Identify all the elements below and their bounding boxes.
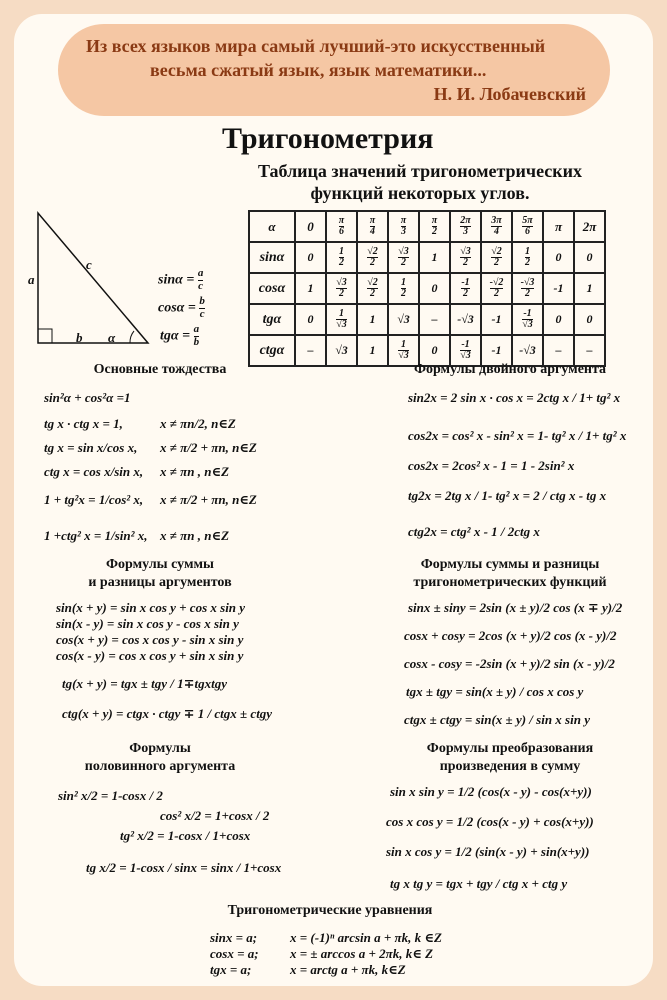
table-cell: 0	[574, 242, 605, 273]
table-cell: -1	[543, 273, 574, 304]
identity-line: ctg x = cos x/sin x,	[44, 464, 144, 479]
table-cell: –	[295, 335, 326, 366]
sum-args-formula: cos(x - y) = cos x cos y + sin x sin y	[56, 648, 244, 663]
table-cell: $\frac{√2}{2}$	[481, 242, 512, 273]
equation-solution: x = (-1)ⁿ arcsin a + πk, k ∈Z	[290, 930, 442, 945]
half-formula: tg x/2 = 1-cosx / sinx = sinx / 1+cosx	[86, 860, 282, 875]
table-cell: –	[543, 335, 574, 366]
table-row-header: α	[249, 211, 295, 242]
sum-funcs-formula: cosx + cosy = 2cos (x + y)/2 cos (x - y)/2	[404, 628, 617, 643]
identity-line: sin²α + cos²α =1	[44, 390, 131, 405]
side-b-label: b	[76, 330, 83, 345]
sum-args-formula: tg(x + y) = tgx ± tgy / 1∓tgxtgy	[62, 676, 227, 691]
table-cell: $\frac{-√3}{2}$	[512, 273, 543, 304]
equation-left: cosx = a;	[210, 946, 259, 961]
table-row-header: cosα	[249, 273, 295, 304]
angle-arc	[130, 331, 134, 343]
quote-author: Н. И. Лобачевский	[433, 84, 586, 104]
table-cell: $\frac{√3}{2}$	[450, 242, 481, 273]
side-c-label: c	[86, 257, 92, 272]
table-cell: $\frac{√3}{2}$	[326, 273, 357, 304]
table-cell: -√3	[512, 335, 543, 366]
identity-line: 1 + tg²x = 1/cos² x,	[44, 492, 144, 507]
quote-line-1: Из всех языков мира самый лучший-это искусственный	[86, 36, 546, 56]
cos-definition: cosα = $\frac{b}{c}$	[158, 295, 205, 320]
table-cell: –	[574, 335, 605, 366]
table-cell: $\frac{1}{2}$	[512, 242, 543, 273]
right-angle-mark	[38, 329, 52, 343]
table-cell: $\frac{1}{2}$	[388, 273, 419, 304]
double-formula: cos2x = cos² x - sin² x = 1- tg² x / 1+ tg² x	[408, 428, 627, 443]
table-cell: 0	[295, 242, 326, 273]
table-cell: √3	[388, 304, 419, 335]
table-cell: 2π	[574, 211, 605, 242]
table-cell: -1	[481, 335, 512, 366]
table-cell: 1	[419, 242, 450, 273]
side-a-label: a	[28, 272, 35, 287]
table-cell: $\frac{1}{√3}$	[388, 335, 419, 366]
table-cell: $\frac{-1}{√3}$	[450, 335, 481, 366]
sum-args-formula: cos(x + y) = cos x cos y - sin x sin y	[56, 632, 244, 647]
sum-args-formula: sin(x + y) = sin x cos y + cos x sin y	[56, 600, 246, 615]
identity-condition: x ≠ πn , n∈Z	[160, 528, 230, 543]
table-cell: 0	[295, 211, 326, 242]
identity-condition: x ≠ πn , n∈Z	[160, 464, 230, 479]
quote-line-2: весьма сжатый язык, язык математики...	[150, 60, 487, 80]
product-formula: tg x tg y = tgx + tgy / ctg x + ctg y	[390, 876, 568, 891]
sum-funcs-formula: tgx ± tgy = sin(x ± y) / cos x cos y	[406, 684, 584, 699]
equation-left: sinx = a;	[210, 930, 258, 945]
identity-condition: x ≠ π/2 + πn, n∈Z	[160, 492, 257, 507]
angle-label: α	[108, 330, 116, 345]
table-cell: 0	[419, 335, 450, 366]
triangle-shape	[38, 213, 148, 343]
double-formula: cos2x = 2cos² x - 1 = 1 - 2sin² x	[408, 458, 575, 473]
table-cell: $\frac{-1}{√3}$	[512, 304, 543, 335]
product-formula: sin x sin y = 1/2 (cos(x - y) - cos(x+y))	[390, 784, 592, 799]
sum-funcs-formula: cosx - cosy = -2sin (x + y)/2 sin (x - y)/2	[404, 656, 615, 671]
sin-definition: sinα = $\frac{a}{c}$	[158, 267, 204, 292]
equation-solution: x = ± arccos a + 2πk, k∈ Z	[290, 946, 434, 961]
sum-funcs-formula: ctgx ± ctgy = sin(x ± y) / sin x sin y	[404, 712, 590, 727]
table-row-header: ctgα	[249, 335, 295, 366]
right-triangle-diagram	[20, 205, 160, 355]
table-cell: $\frac{2\pi}{3}$	[450, 211, 481, 242]
table-row	[249, 273, 605, 304]
identity-condition: x ≠ π/2 + πn, n∈Z	[160, 440, 257, 455]
table-cell: $\frac{√2}{2}$	[357, 273, 388, 304]
identity-line: tg x = sin x/cos x,	[44, 440, 138, 455]
table-row	[249, 242, 605, 273]
table-cell: $\frac{√3}{2}$	[388, 242, 419, 273]
quote-banner	[58, 24, 610, 116]
table-cell: 1	[574, 273, 605, 304]
product-formula: cos x cos y = 1/2 (cos(x - y) + cos(x+y))	[386, 814, 594, 829]
table-cell: $\frac{\pi}{3}$	[388, 211, 419, 242]
half-formula: cos² x/2 = 1+cosx / 2	[160, 808, 270, 823]
table-cell: 1	[295, 273, 326, 304]
table-row	[249, 304, 605, 335]
table-caption	[240, 160, 600, 204]
trig-values-table	[248, 210, 606, 367]
table-cell: -√3	[450, 304, 481, 335]
tg-definition: tgα = $\frac{a}{b}$	[160, 323, 200, 348]
table-cell: $\frac{3\pi}{4}$	[481, 211, 512, 242]
table-cell: $\frac{\pi}{4}$	[357, 211, 388, 242]
sum-arguments-heading: Формулы суммы и разницы аргументов	[88, 557, 232, 590]
table-cell: π	[543, 211, 574, 242]
half-formula: tg² x/2 = 1-cosx / 1+cosx	[120, 828, 251, 843]
table-caption-line-2: функций некоторых углов.	[310, 183, 530, 203]
sum-args-formula: ctg(x + y) = ctgx · ctgy ∓ 1 / ctgx ± ctgy	[62, 706, 273, 721]
product-to-sum-heading: Формулы преобразования произведения в сумму	[426, 741, 594, 774]
table-row-header: sinα	[249, 242, 295, 273]
table-cell: –	[419, 304, 450, 335]
table-cell: -1	[481, 304, 512, 335]
equation-solution: x = arctg a + πk, k∈Z	[290, 962, 406, 977]
double-formula: tg2x = 2tg x / 1- tg² x = 2 / ctg x - tg x	[408, 488, 607, 503]
identities-heading: Основные тождества	[93, 362, 227, 377]
table-cell: √3	[326, 335, 357, 366]
table-cell: $\frac{5\pi}{6}$	[512, 211, 543, 242]
table-row-header: tgα	[249, 304, 295, 335]
table-cell: $\frac{\pi}{2}$	[419, 211, 450, 242]
sum-functions-heading: Формулы суммы и разницы тригонометрических функций	[413, 557, 607, 590]
equations-heading: Тригонометрические уравнения	[227, 903, 433, 918]
double-argument-heading: Формулы двойного аргумента	[413, 362, 607, 377]
identity-line: 1 +ctg² x = 1/sin² x,	[44, 528, 148, 543]
page-title: Тригонометрия	[222, 122, 434, 155]
table-cell: $\frac{√2}{2}$	[357, 242, 388, 273]
sum-args-formula: sin(x - y) = sin x cos y - cos x sin y	[56, 616, 239, 631]
table-cell: 1	[357, 304, 388, 335]
identity-line: tg x · ctg x = 1,	[44, 416, 123, 431]
table-cell: $\frac{-√2}{2}$	[481, 273, 512, 304]
table-cell: 0	[295, 304, 326, 335]
table-cell: 0	[543, 304, 574, 335]
table-cell: 0	[543, 242, 574, 273]
product-formula: sin x cos y = 1/2 (sin(x - y) + sin(x+y))	[386, 844, 590, 859]
half-formula: sin² x/2 = 1-cosx / 2	[58, 788, 163, 803]
double-formula: sin2x = 2 sin x · cos x = 2ctg x / 1+ tg² x	[408, 390, 621, 405]
half-argument-heading: Формулы половинного аргумента	[84, 741, 236, 774]
table-cell: $\frac{1}{2}$	[326, 242, 357, 273]
table-cell: $\frac{\pi}{6}$	[326, 211, 357, 242]
table-caption-line-1: Таблица значений тригонометрических	[257, 161, 583, 181]
table-cell: 0	[419, 273, 450, 304]
table-cell: 1	[357, 335, 388, 366]
table-cell: 0	[574, 304, 605, 335]
table-header-row	[249, 211, 605, 242]
identity-condition: x ≠ πn/2, n∈Z	[160, 416, 236, 431]
sum-funcs-formula: sinx ± siny = 2sin (x ± y)/2 cos (x ∓ y)/2	[408, 600, 623, 615]
equation-left: tgx = a;	[210, 962, 252, 977]
table-cell: $\frac{1}{√3}$	[326, 304, 357, 335]
double-formula: ctg2x = ctg² x - 1 / 2ctg x	[408, 524, 540, 539]
table-cell: $\frac{-1}{2}$	[450, 273, 481, 304]
